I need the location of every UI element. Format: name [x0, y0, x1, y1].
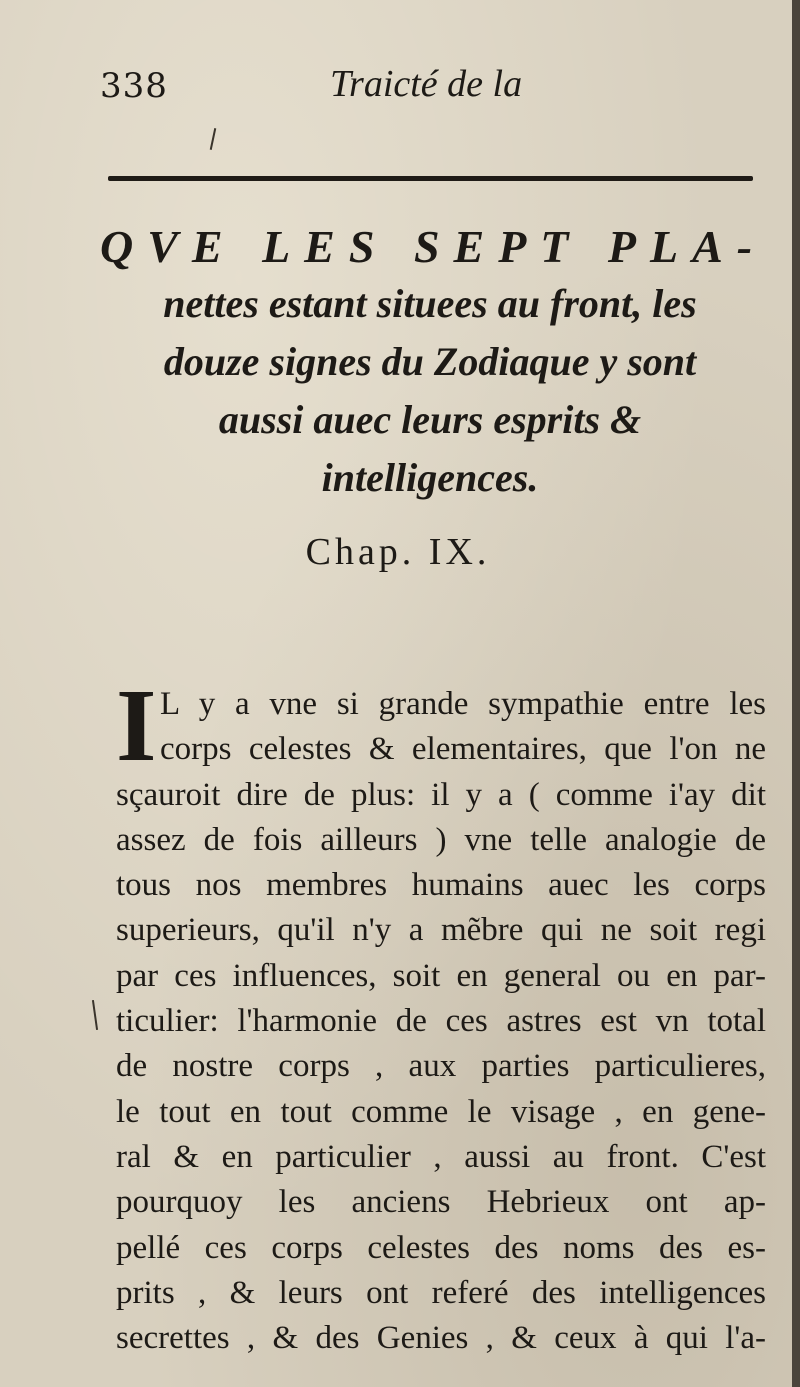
text-line: prits , & leurs ont referé des intelligences: [116, 1274, 766, 1311]
header-rule: [108, 176, 753, 181]
running-head: Traicté de la: [330, 63, 523, 105]
text-line: sçauroit dire de plus: il y a ( comme i'ay dit: [116, 776, 766, 813]
title-line: aussi auec leurs esprits &: [218, 397, 642, 442]
ink-stroke: [92, 1000, 98, 1030]
text-line: ral & en particulier , aussi au front. C'est: [116, 1138, 766, 1175]
page-edge: [792, 0, 800, 1387]
page-number: 338: [100, 66, 168, 106]
title-line: intelligences.: [321, 455, 539, 500]
text-line: ticulier: l'harmonie de ces astres est vn total: [116, 1003, 766, 1040]
text-line: secrettes , & des Genies , & ceux à qui l'a-: [116, 1320, 766, 1357]
text-line: le tout en tout comme le visage , en gene-: [116, 1093, 766, 1130]
text-line: pourquoy les anciens Hebrieux ont ap-: [116, 1184, 766, 1221]
text-line: corps celestes & elementaires, que l'on ne: [160, 731, 766, 768]
ink-stroke: [210, 128, 217, 150]
text-line: assez de fois ailleurs ) vne telle analogie de: [116, 821, 766, 858]
title-line: QVE LES SEPT PLA-: [100, 221, 767, 272]
drop-cap: I: [116, 668, 157, 783]
chapter-title: [100, 220, 767, 505]
text-line: tous nos membres humains auec les corps: [116, 867, 766, 904]
text-line: par ces influences, soit en general ou en par-: [116, 957, 766, 994]
text-line: superieurs, qu'il n'y a mẽbre qui ne soit regi: [116, 912, 766, 949]
title-line: nettes estant situees au front, les: [163, 281, 697, 326]
text-line: L y a vne si grande sympathie entre les: [160, 686, 766, 722]
text-line: de nostre corps , aux parties particulieres,: [116, 1048, 766, 1085]
chapter-heading: Chap. IX.: [305, 531, 491, 573]
title-line: douze signes du Zodiaque y sont: [163, 339, 697, 384]
body-text: [116, 668, 766, 1361]
text-line: pellé ces corps celestes des noms des es-: [116, 1229, 766, 1266]
